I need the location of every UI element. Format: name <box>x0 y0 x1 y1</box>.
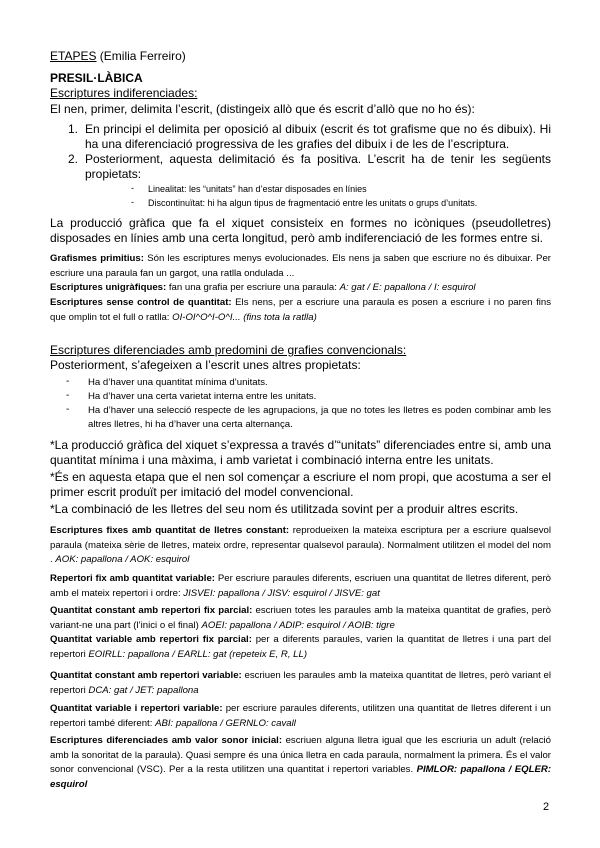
type-term: Escriptures fixes amb quantitat de lletres constant: <box>50 525 290 536</box>
production-paragraph: La producció gràfica que fa el xiquet consisteix en formes no icòniques (pseudolletres) disposades en línies amb una certa longitud, però amb indiferenciació de les formes entre si. <box>50 216 551 245</box>
definition-text: fan una grafia per escriure una paraula: <box>166 282 340 293</box>
type-text: reprodueixen la mateixa escriptura per a escriure qualsevol paraula (mateixa sèrie de lletres, mateix ordre, representar qualsevol paraula). Normalment utilitzen el model del nom . <box>50 525 551 565</box>
page-number: 2 <box>543 801 550 813</box>
indiferenciades-item: Posteriorment, aquesta delimitació és fa positiva. L’escrit ha de tenir les següents propietats: <box>85 152 551 181</box>
definition-unigrafiques <box>50 281 551 296</box>
type-example: ABI: papallona / GERNLO: cavall <box>155 717 296 729</box>
dash: - <box>66 376 70 387</box>
type-term: Quantitat variable i repertori variable: <box>50 703 223 714</box>
etapes-author: (Emilia Ferreiro) <box>96 49 186 63</box>
type-term: Escriptures diferenciades amb valor sonor inicial: <box>50 735 283 746</box>
indiferenciades-item: En principi el delimita per oposició al dibuix (escrit és tot grafisme que no és dibuix). Hi ha una diferenciació progressiva de les grafies del dibuix i de les de l’escriptura. <box>85 122 551 151</box>
definition-text: Els nens, per a escriure una paraula es posen a escriure i no paren fins que omplin tot el full o ratlla: <box>50 297 551 323</box>
type-text: per a diferents paraules, varien la quantitat de lletres i una part del repertori <box>50 634 551 660</box>
item-number: 1. <box>68 122 79 136</box>
definition-example: A: gat / E: papallona / I: esquirol <box>339 282 476 293</box>
type-term: Quantitat variable amb repertori fix parcial: <box>50 634 252 645</box>
dash: - <box>131 183 134 193</box>
type-definition <box>50 572 551 601</box>
type-example: EOIRLL: papallona / EARLL: gat (repeteix E, R, LL) <box>88 648 308 660</box>
type-text: escriuen les paraules amb la mateixa quantitat de lletres, però variant el repertori <box>50 670 551 696</box>
type-definition <box>50 524 551 568</box>
type-example: AOEI: papallona / ADIP: esquirol / AOIB: tigre <box>201 619 395 631</box>
type-definition <box>50 604 551 633</box>
type-text: escriuen alguna lletra igual que les escriuria un adult (relació amb la sonoritat de la paraula). Quasi sempre és una única lletra en cada paraula, normalment la primera. És el valor sonor convencional (VSC). Per a la resta utilitzen una quantitat i repertori variables. <box>50 735 551 775</box>
definition-term: Escriptures sense control de quantitat: <box>50 297 232 308</box>
type-definition <box>50 734 551 792</box>
property-item: Linealitat: les “unitats” han d’estar disposades en línies <box>148 184 367 194</box>
diferenciades-heading: Escriptures diferenciades amb predomini de grafies convencionals: <box>50 343 407 357</box>
type-definition <box>50 633 551 662</box>
type-example: DCA: gat / JET: papallona <box>88 684 199 696</box>
note: *És en aquesta etapa que el nen sol començar a escriure el nom propi, que acostuma a ser el primer escrit produït per imitació del model convencional. <box>50 470 551 499</box>
indiferenciades-intro: El nen, primer, delimita l’escrit, (distingeix allò que és escrit d’allò que no ho és): <box>50 102 475 116</box>
property-item: Discontinuïtat: hi ha algun tipus de fragmentació entre les unitats o grups d’unitats. <box>148 198 478 208</box>
definition-term: Grafismes primitius: <box>50 253 144 264</box>
definition-term: Escriptures unigràfiques: <box>50 282 167 293</box>
property-item: Ha d’haver una certa varietat interna entre les unitats. <box>88 391 317 402</box>
item-number: 2. <box>68 152 79 166</box>
type-term: Repertori fix amb quantitat variable: <box>50 573 215 584</box>
diferenciades-intro: Posteriorment, s’afegeixen a l’escrit unes altres propietats: <box>50 358 361 372</box>
dash: - <box>66 390 70 401</box>
etapes-label: ETAPES <box>50 49 97 63</box>
definition-text: Són les escriptures menys evolucionades. Els nens ja saben que escriure no és dibuixar. Per escriure una paraula fan un gargot, una ratlla ondulada ... <box>50 253 551 279</box>
type-definition <box>50 702 551 731</box>
type-text: Per escriure paraules diferents, escriuen una quantitat de lletres diferent, però amb el mateix repertori i ordre: <box>50 573 551 599</box>
type-definition <box>50 669 551 698</box>
type-example: PIMLOR: papallona / EQLER: esquirol <box>50 764 552 790</box>
type-text: per escriure paraules diferents, utilitzen una quantitat de lletres diferent i un repertori també diferent: <box>50 703 551 729</box>
presil-title: PRESIL·LÀBICA <box>50 71 143 85</box>
note: *La producció gràfica del xiquet s’expressa a través d’“unitats” diferenciades entre si, amb una quantitat mínima i una màxima, i amb varietat i combinació interna entre les unitats. <box>50 438 551 467</box>
type-term: Quantitat constant amb repertori variable: <box>50 670 242 681</box>
indiferenciades-heading: Escriptures indiferenciades: <box>50 86 198 100</box>
property-item: Ha d’haver una quantitat mínima d’unitats. <box>88 377 268 388</box>
type-example: JISVEI: papallona / JISV: esquirol / JISVE: gat <box>183 587 380 599</box>
definition-sense-control <box>50 296 551 325</box>
note: *La combinació de les lletres del seu nom és utilitzada sovint per a produir altres escrits. <box>50 502 519 516</box>
stages-heading <box>50 49 551 64</box>
type-text: escriuen totes les paraules amb la mateixa quantitat de grafies, però variant-ne una part (l’inici o el final) <box>50 605 551 631</box>
definition-grafismes <box>50 252 551 281</box>
dash: - <box>131 197 134 207</box>
property-item: Ha d’haver una selecció respecte de les agrupacions, ja que no totes les lletres es poden combinar amb les altres lletres, hi ha d’haver una certa alternança. <box>88 405 551 430</box>
dash: - <box>66 404 70 415</box>
definition-example: OI-OI^O^I-O^I... (fins tota la ratlla) <box>172 311 317 323</box>
type-term: Quantitat constant amb repertori fix parcial: <box>50 605 253 616</box>
type-example: AOK: papallona / AOK: esquirol <box>55 554 190 565</box>
